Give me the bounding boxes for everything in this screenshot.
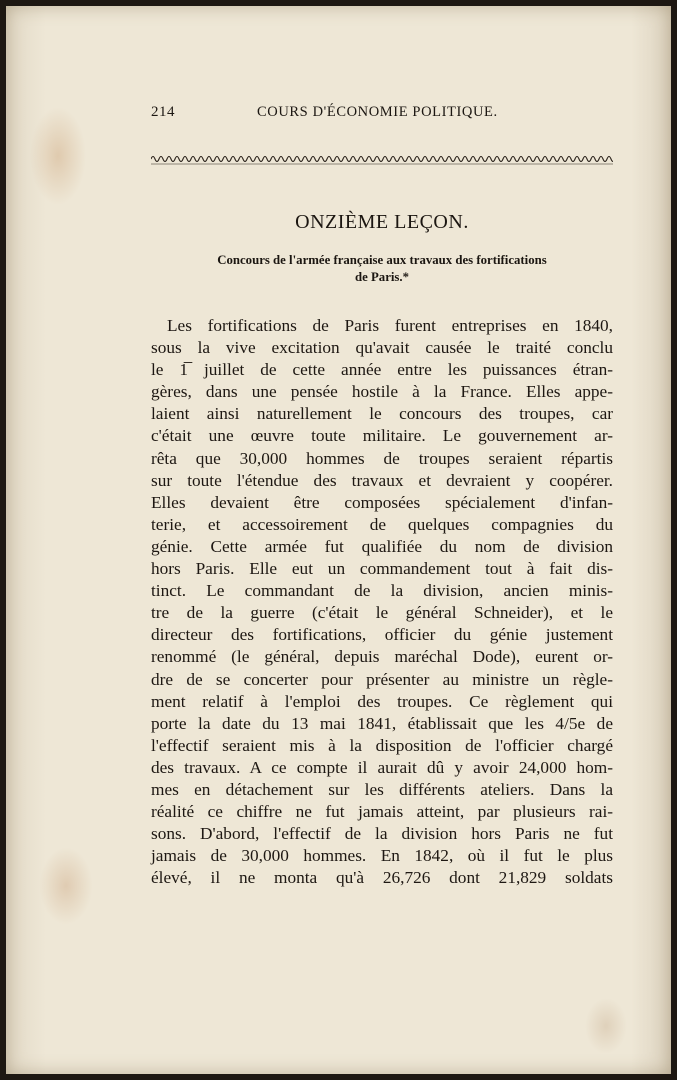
wavy-rule-divider — [151, 152, 613, 166]
text-line: sous la vive excitation qu'avait causée le traité conclu — [151, 338, 613, 358]
text-line: sons. D'abord, l'effectif de la division hors Paris ne fut — [151, 824, 613, 844]
text-line: terie, et accessoirement de quelques compagnies du — [151, 514, 613, 534]
text-line: gères, dans une pensée hostile à la France. Elles appe- — [151, 382, 613, 402]
text-line: Elles devaient être composées spécialement d'infan- — [151, 492, 613, 512]
text-line: porte la date du 13 mai 1841, établissait que les 4/5e de — [151, 713, 613, 733]
running-title: COURS D'ÉCONOMIE POLITIQUE. — [257, 104, 498, 120]
subtitle-line: de Paris.* — [354, 270, 410, 284]
text-line: élevé, il ne monta qu'à 26,726 dont 21,829 soldats — [151, 868, 613, 888]
text-line: tinct. Le commandant de la division, ancien minis- — [151, 581, 613, 601]
chapter-subtitle — [151, 252, 613, 286]
text-line: tre de la guerre (c'était le général Schneider), et le — [151, 603, 613, 623]
running-header — [151, 104, 616, 126]
text-line: directeur des fortifications, officier du génie justement — [151, 625, 613, 645]
text-line: sur toute l'étendue des travaux et devraient y coopérer. — [151, 470, 613, 490]
body-text — [151, 315, 613, 889]
text-line: l'effectif seraient mis à la disposition de l'officier chargé — [151, 735, 613, 755]
text-line: le 1̅ juillet de cette année entre les puissances étran- — [151, 360, 613, 380]
text-line: dre de se concerter pour présenter au ministre un règle- — [151, 669, 613, 689]
text-line: mes en détachement sur les différents ateliers. Dans la — [151, 779, 613, 799]
text-line: des travaux. A ce compte il aurait dû y avoir 24,000 hom- — [151, 757, 613, 777]
text-line: réalité ce chiffre ne fut jamais atteint, par plusieurs rai- — [151, 802, 613, 822]
book-page — [6, 6, 671, 1074]
subtitle-line: Concours de l'armée française aux travaux des fortifications — [217, 253, 547, 267]
text-line: c'était une œuvre toute militaire. Le gouvernement ar- — [151, 426, 613, 446]
chapter-title: ONZIÈME LEÇON. — [295, 211, 469, 233]
text-line: renommé (le général, depuis maréchal Dode), eurent or- — [151, 647, 613, 667]
text-line: jamais de 30,000 hommes. En 1842, où il fut le plus — [151, 846, 613, 866]
text-line: génie. Cette armée fut qualifiée du nom de division — [151, 536, 613, 556]
text-line: hors Paris. Elle eut un commandement tout à fait dis- — [151, 559, 613, 579]
text-line: rêta que 30,000 hommes de troupes seraient répartis — [151, 448, 613, 468]
text-line: ment relatif à l'emploi des troupes. Ce règlement qui — [151, 691, 613, 711]
page-number: 214 — [151, 104, 175, 120]
text-line: Les fortifications de Paris furent entreprises en 1840, — [167, 316, 613, 335]
text-line: laient ainsi naturellement le concours des troupes, car — [151, 404, 613, 424]
